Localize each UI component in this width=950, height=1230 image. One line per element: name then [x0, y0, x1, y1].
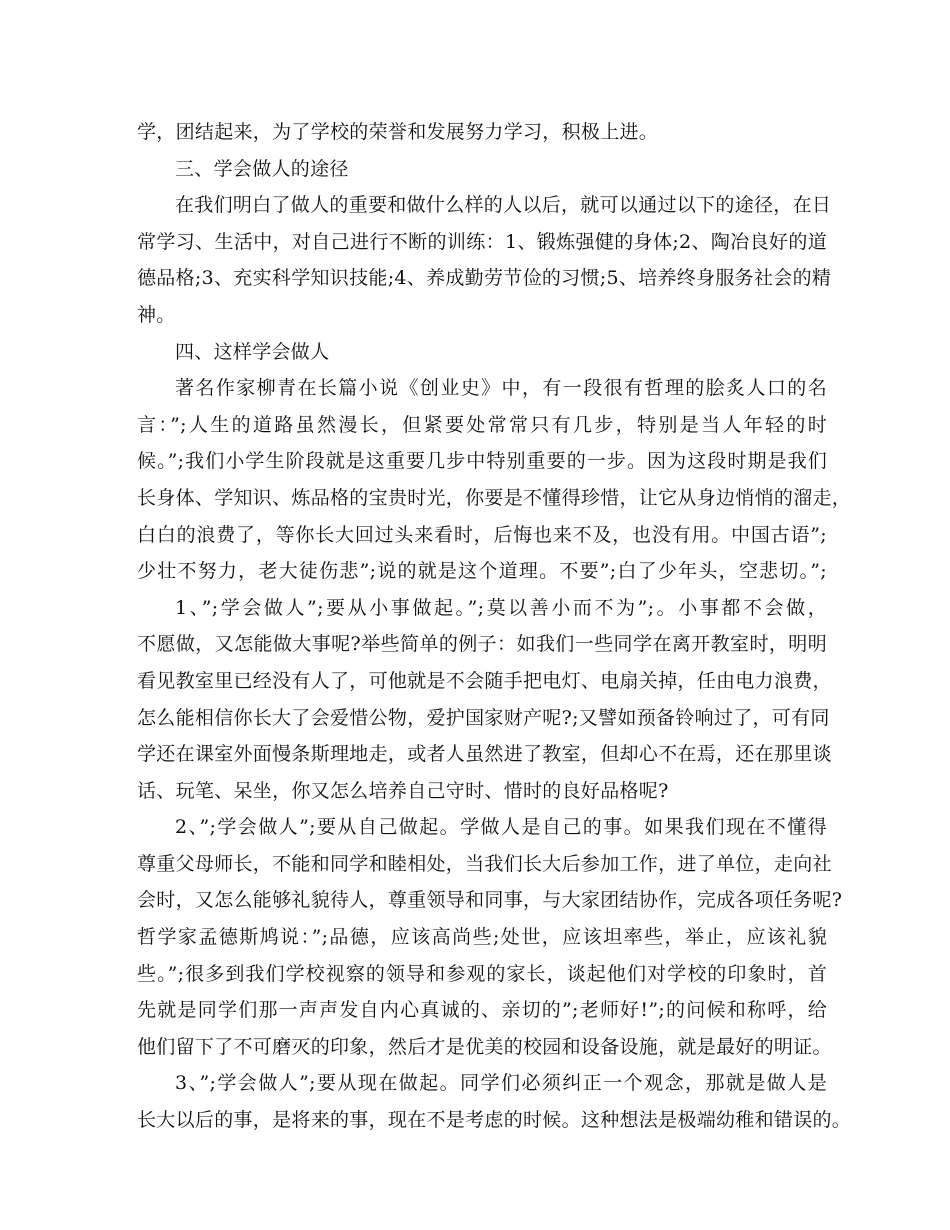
text-line: 学，团结起来，为了学校的荣誉和发展努力学习，积极上进。	[137, 121, 659, 143]
text-line: 他们留下了不可磨灭的印象，然后才是优美的校园和设备设施，就是最好的明证。	[137, 1035, 832, 1058]
text-line: 些。”;很多到我们学校视察的领导和参观的家长，谈起他们对学校的印象时，首	[137, 962, 827, 985]
text-line: 四、这样学会做人	[175, 340, 330, 363]
text-line: 言：”;人生的道路虽然漫长，但紧要处常常只有几步，特别是当人年轻的时	[137, 413, 827, 436]
text-line: 怎么能相信你长大了会爱惜公物，爱护国家财产呢?;又譬如预备铃响过了，可有同	[137, 706, 830, 729]
text-line: 1、”;学会做人”;要从小事做起。”;莫以善小而不为”;。小事都不会做，	[175, 596, 827, 619]
text-line: 先就是同学们那一声声发自内心真诚的、亲切的”;老师好!”;的问候和称呼，给	[137, 999, 827, 1022]
text-line: 3、”;学会做人”;要从现在做起。同学们必须纠正一个观念，那就是做人是	[175, 1072, 827, 1095]
text-line: 在我们明白了做人的重要和做什么样的人以后，就可以通过以下的途径，在日	[175, 194, 832, 217]
text-line: 哲学家孟德斯鸠说：”;品德，应该高尚些;处世，应该坦率些，举止，应该礼貌	[137, 926, 827, 949]
text-line: 话、玩笔、呆坐，你又怎么培养自己守时、惜时的良好品格呢?	[137, 779, 669, 802]
document-body	[137, 114, 852, 1139]
text-line: 长身体、学知识、炼品格的宝贵时光，你要是不懂得珍惜，让它从身边悄悄的溜走，	[137, 486, 852, 509]
text-line: 少壮不努力，老大徒伤悲”;说的就是这个道理。不要”;白了少年头，空悲切。”;	[137, 560, 827, 583]
text-line: 德品格;3、充实科学知识技能;4、养成勤劳节俭的习惯;5、培养终身服务社会的精	[137, 267, 832, 290]
text-line: 常学习、生活中，对自己进行不断的训练：1、锻炼强健的身体;2、陶冶良好的道	[137, 230, 827, 253]
text-line: 2、”;学会做人”;要从自己做起。学做人是自己的事。如果我们现在不懂得	[175, 816, 827, 839]
text-line: 三、学会做人的途径	[175, 157, 349, 180]
text-line: 会时，又怎么能够礼貌待人，尊重领导和同事，与大家团结协作，完成各项任务呢?	[137, 889, 843, 912]
text-line: 著名作家柳青在长篇小说《创业史》中，有一段很有哲理的脍炙人口的名	[175, 377, 827, 400]
text-line: 候。”;我们小学生阶段就是这重要几步中特别重要的一步。因为这段时期是我们	[137, 450, 827, 473]
text-line: 学还在课室外面慢条斯理地走，或者人虽然进了教室，但却心不在焉，还在那里谈	[137, 743, 832, 766]
text-line: 尊重父母师长，不能和同学和睦相处，当我们长大后参加工作，进了单位，走向社	[137, 852, 832, 875]
text-line: 看见教室里已经没有人了，可他就是不会随手把电灯、电扇关掉，任由电力浪费，	[137, 669, 832, 692]
text-line: 不愿做，又怎能做大事呢?举些简单的例子：如我们一些同学在离开教室时，明明	[137, 633, 827, 656]
text-line: 长大以后的事，是将来的事，现在不是考虑的时候。这种想法是极端幼稚和错误的。	[137, 1109, 852, 1132]
text-line: 神。	[137, 303, 176, 326]
text-line: 白白的浪费了，等你长大回过头来看时，后悔也来不及，也没有用。中国古语”;	[137, 523, 827, 546]
